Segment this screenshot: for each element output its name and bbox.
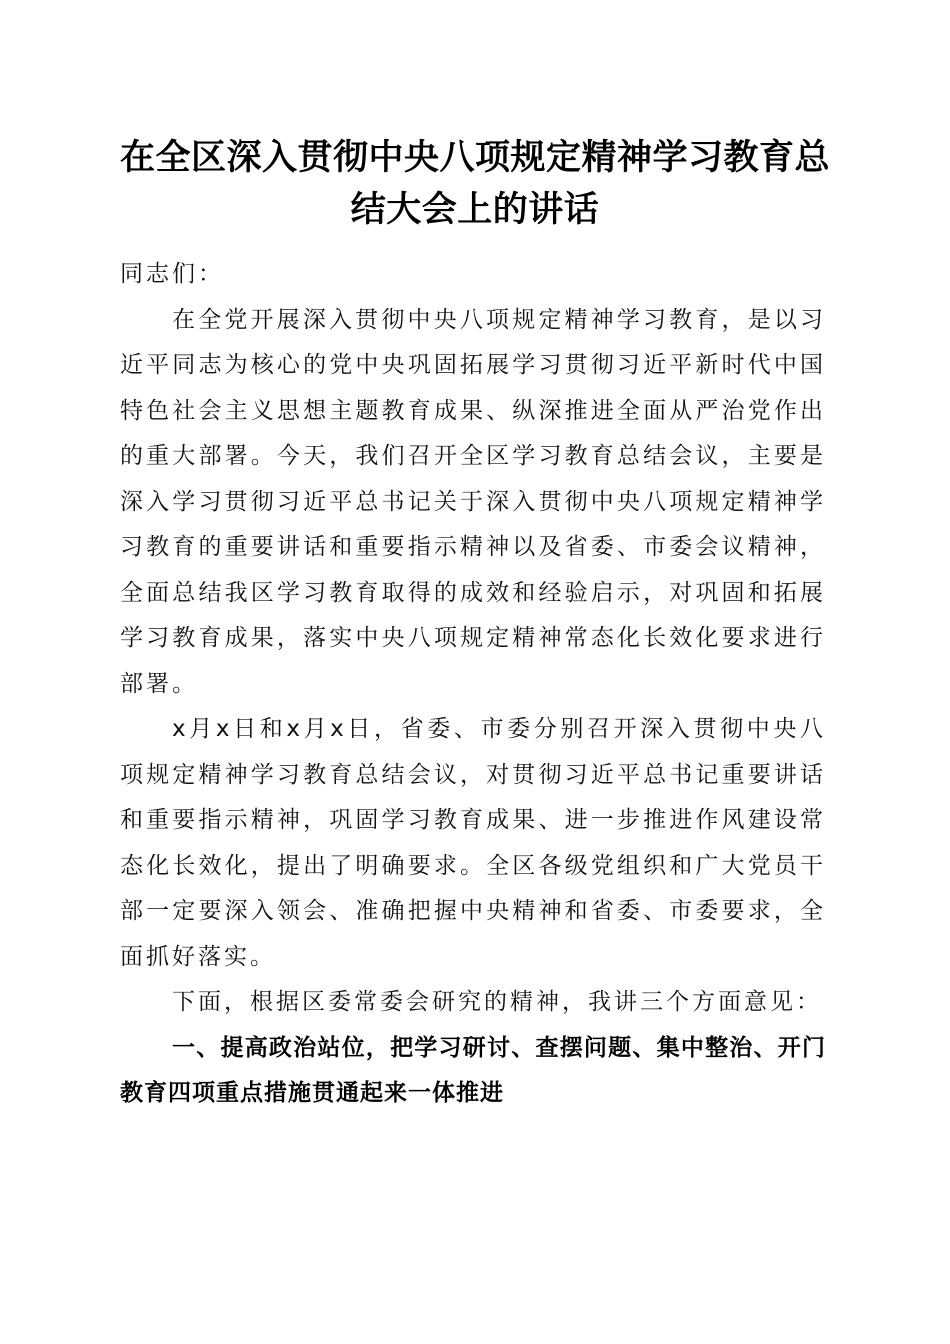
document-title: 在全区深入贯彻中央八项规定精神学习教育总结大会上的讲话 xyxy=(119,137,830,230)
section-heading: 一、提高政治站位，把学习研讨、查摆问题、集中整治、开门教育四项重点措施贯通起来一体推进 xyxy=(120,1034,826,1106)
document-body xyxy=(120,252,826,1117)
body-paragraph: x月x日和x月x日，省委、市委分别召开深入贯彻中央八项规定精神学习教育总结会议，对贯彻习近平总书记重要讲话和重要指示精神，巩固学习教育成果、进一步推进作风建设常态化长效化，提出了明确要求。全区各级党组织和广大党员干部一定要深入领会、准确把握中央精神和省委、市委要求，全面抓好落实。 xyxy=(120,716,826,970)
body-paragraph: 下面，根据区委常委会研究的精神，我讲三个方面意见： xyxy=(172,989,822,1015)
salutation: 同志们： xyxy=(120,261,224,287)
body-paragraph: 在全党开展深入贯彻中央八项规定精神学习教育，是以习近平同志为核心的党中央巩固拓展学习贯彻习近平新时代中国特色社会主义思想主题教育成果、纵深推进全面从严治党作出的重大部署。今天，我们召开全区学习教育总结会议，主要是深入学习贯彻习近平总书记关于深入贯彻中央八项规定精神学习教育的重要讲话和重要指示精神以及省委、市委会议精神，全面总结我区学习教育取得的成效和经验启示，对巩固和拓展学习教育成果，落实中央八项规定精神常态化长效化要求进行部署。 xyxy=(120,306,826,697)
